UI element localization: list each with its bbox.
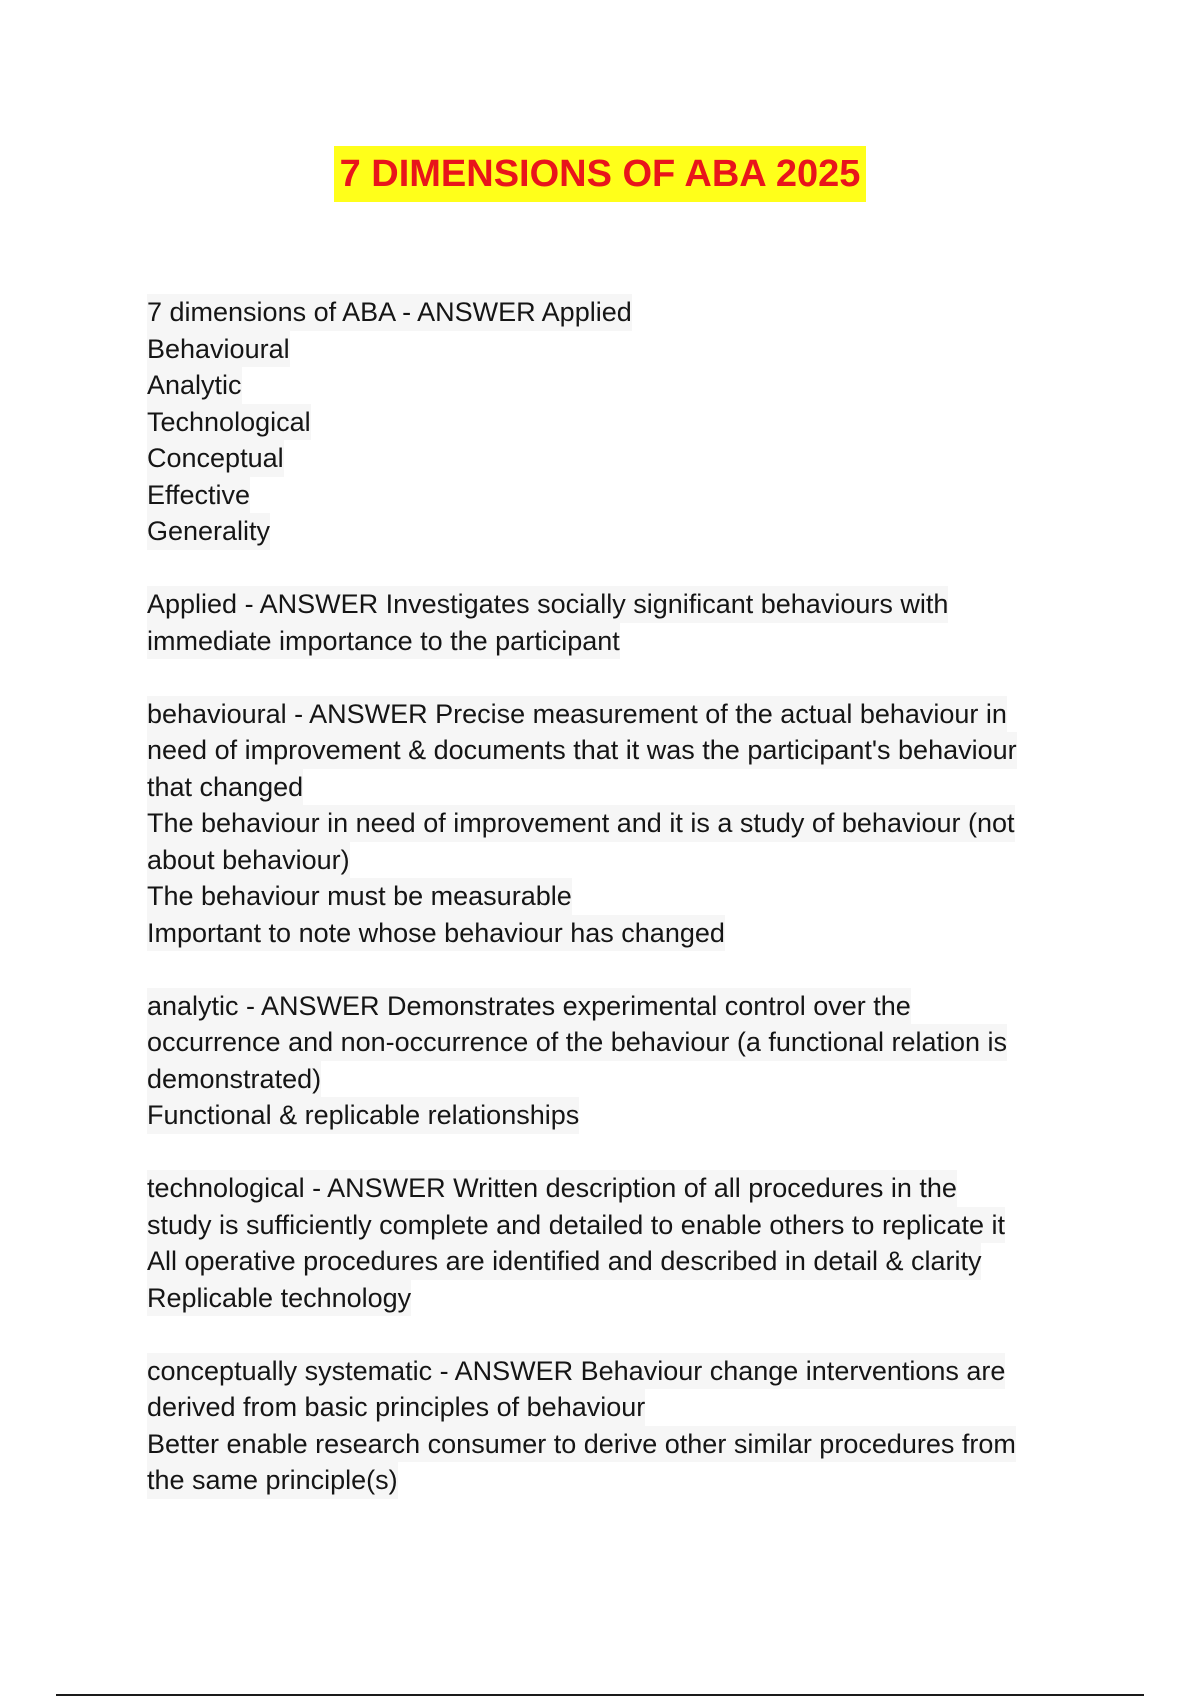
qa-block: [147, 1353, 1067, 1499]
text-line: Functional & replicable relationships: [147, 1097, 579, 1134]
text-line: The behaviour in need of improvement and it is a study of behaviour (not: [147, 805, 1015, 842]
page-bottom-rule: [56, 1694, 1144, 1696]
text-line: behavioural - ANSWER Precise measurement of the actual behaviour in: [147, 696, 1007, 733]
text-line: Analytic: [147, 367, 242, 404]
title-container: [0, 146, 1200, 202]
text-line: Technological: [147, 404, 311, 441]
text-line: Important to note whose behaviour has changed: [147, 915, 725, 952]
qa-block: [147, 294, 1067, 550]
text-line: Behavioural: [147, 331, 290, 368]
text-line: technological - ANSWER Written description of all procedures in the: [147, 1170, 957, 1207]
text-line: analytic - ANSWER Demonstrates experimental control over the: [147, 988, 911, 1025]
text-line: about behaviour): [147, 842, 350, 879]
text-line: that changed: [147, 769, 303, 806]
text-line: study is sufficiently complete and detailed to enable others to replicate it: [147, 1207, 1005, 1244]
text-line: All operative procedures are identified and described in detail & clarity: [147, 1243, 981, 1280]
text-line: immediate importance to the participant: [147, 623, 620, 660]
text-line: Generality: [147, 513, 270, 550]
text-line: demonstrated): [147, 1061, 321, 1098]
text-line: Conceptual: [147, 440, 284, 477]
text-line: Replicable technology: [147, 1280, 411, 1317]
text-line: derived from basic principles of behaviour: [147, 1389, 645, 1426]
document-body: [147, 294, 1067, 1535]
text-line: The behaviour must be measurable: [147, 878, 572, 915]
qa-block: [147, 696, 1067, 952]
text-line: need of improvement & documents that it was the participant's behaviour: [147, 732, 1017, 769]
text-line: 7 dimensions of ABA - ANSWER Applied: [147, 294, 632, 331]
qa-block: [147, 988, 1067, 1134]
qa-block: [147, 586, 1067, 659]
text-line: the same principle(s): [147, 1462, 398, 1499]
text-line: Better enable research consumer to derive other similar procedures from: [147, 1426, 1016, 1463]
text-line: conceptually systematic - ANSWER Behaviour change interventions are: [147, 1353, 1005, 1390]
text-line: Effective: [147, 477, 250, 514]
qa-block: [147, 1170, 1067, 1316]
document-title: 7 DIMENSIONS OF ABA 2025: [334, 146, 867, 202]
text-line: Applied - ANSWER Investigates socially significant behaviours with: [147, 586, 948, 623]
text-line: occurrence and non-occurrence of the behaviour (a functional relation is: [147, 1024, 1007, 1061]
